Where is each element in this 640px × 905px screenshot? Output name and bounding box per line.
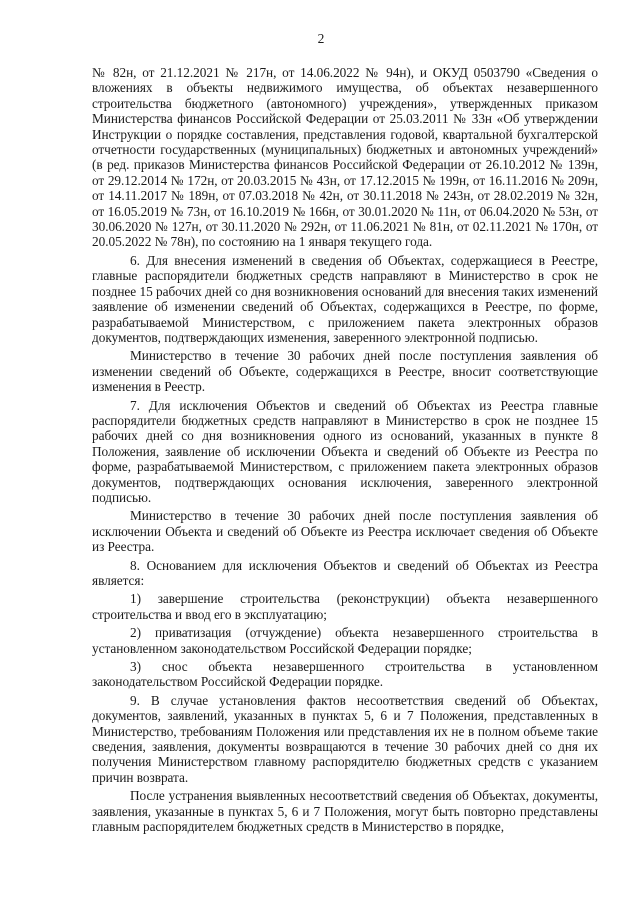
paragraph-item-7-ministry: Министерство в течение 30 рабочих дней после поступления заявления об исключении Объекта и сведений об Объекте из Реестра исключает сведения об Объекте из Реестра.: [92, 508, 598, 555]
paragraph-item-6-ministry: Министерство в течение 30 рабочих дней после поступления заявления об изменении сведений об Объекте, содержащихся в Реестре, вносит соответствующие изменения в Реестр.: [92, 348, 598, 395]
paragraph-item-8-sub-1: 1) завершение строительства (реконструкции) объекта незавершенного строительства и ввод его в эксплуатацию;: [92, 591, 598, 622]
paragraph-item-9-resubmission: После устранения выявленных несоответствий сведения об Объектах, документы, заявления, указанные в пунктах 5, 6 и 7 Положения, могут быть повторно представлены главным распорядителем бюджетных средств в Министерство в порядке,: [92, 788, 598, 835]
paragraph-continuation: № 82н, от 21.12.2021 № 217н, от 14.06.2022 № 94н), и ОКУД 0503790 «Сведения о вложениях в объекты недвижимого имущества, об объектах незавершенного строительства бюджетного (автономного) учреждения», утвержденных приказом Министерства финансов Российской Федерации от 25.03.2011 № 33н «Об утверждении Инструкции о порядке составления, представления годовой, квартальной бухгалтерской отчетности государственных (муниципальных) бюджетных и автономных учреждений» (в ред. приказов Министерства финансов Российской Федерации от 26.10.2012 № 139н, от 29.12.2014 № 172н, от 20.03.2015 № 43н, от 17.12.2015 № 199н, от 16.11.2016 № 209н, от 14.11.2017 № 189н, от 07.03.2018 № 42н, от 30.11.2018 № 243н, от 28.02.2019 № 32н, от 16.05.2019 № 73н, от 16.10.2019 № 166н, от 30.01.2020 № 11н, от 06.04.2020 № 53н, от 30.06.2020 № 127н, от 30.11.2020 № 292н, от 11.06.2021 № 81н, от 02.11.2021 № 170н, от 20.05.2022 № 78н), по состоянию на 1 января текущего года.: [92, 65, 598, 250]
paragraph-item-8-sub-3: 3) снос объекта незавершенного строительства в установленном законодательством Российской Федерации порядке.: [92, 659, 598, 690]
paragraph-item-7: 7. Для исключения Объектов и сведений об Объектах из Реестра главные распорядители бюджетных средств направляют в Министерство в срок не позднее 15 рабочих дней со дня возникновения одного из оснований, указанных в пункте 8 Положения, заявление об исключении Объекта и сведений об Объекте из Реестра по форме, разрабатываемой Министерством, с приложением пакета электронных образов документов, подтверждающих основания исключения, заверенного электронной подписью.: [92, 397, 598, 505]
paragraph-item-8-sub-2: 2) приватизация (отчуждение) объекта незавершенного строительства в установленном законодательством Российской Федерации порядке;: [92, 625, 598, 656]
paragraph-item-8: 8. Основанием для исключения Объектов и сведений об Объектах из Реестра является:: [92, 557, 598, 588]
paragraph-item-6: 6. Для внесения изменений в сведения об Объектах, содержащиеся в Реестре, главные распорядители бюджетных средств направляют в Министерство в срок не позднее 15 рабочих дней со дня возникновения оснований для внесения таких изменений заявление об изменении сведений об Объектах, содержащихся в Реестре, по форме, разрабатываемой Министерством, с приложением пакета электронных образов документов, подтверждающих изменения, заверенного электронной подписью.: [92, 252, 598, 345]
page-number: 2: [317, 31, 325, 46]
paragraph-item-9: 9. В случае установления фактов несоответствия сведений об Объектах, документов, заявлений, указанных в пунктах 5, 6 и 7 Положения, представленных в Министерство, требованиям Положения или представления их не в полном объеме такие сведения, заявления, документы возвращаются в течение 30 рабочих дней со дня их получения Министерством главному распорядителю бюджетных средств с указанием причин возврата.: [92, 692, 598, 785]
